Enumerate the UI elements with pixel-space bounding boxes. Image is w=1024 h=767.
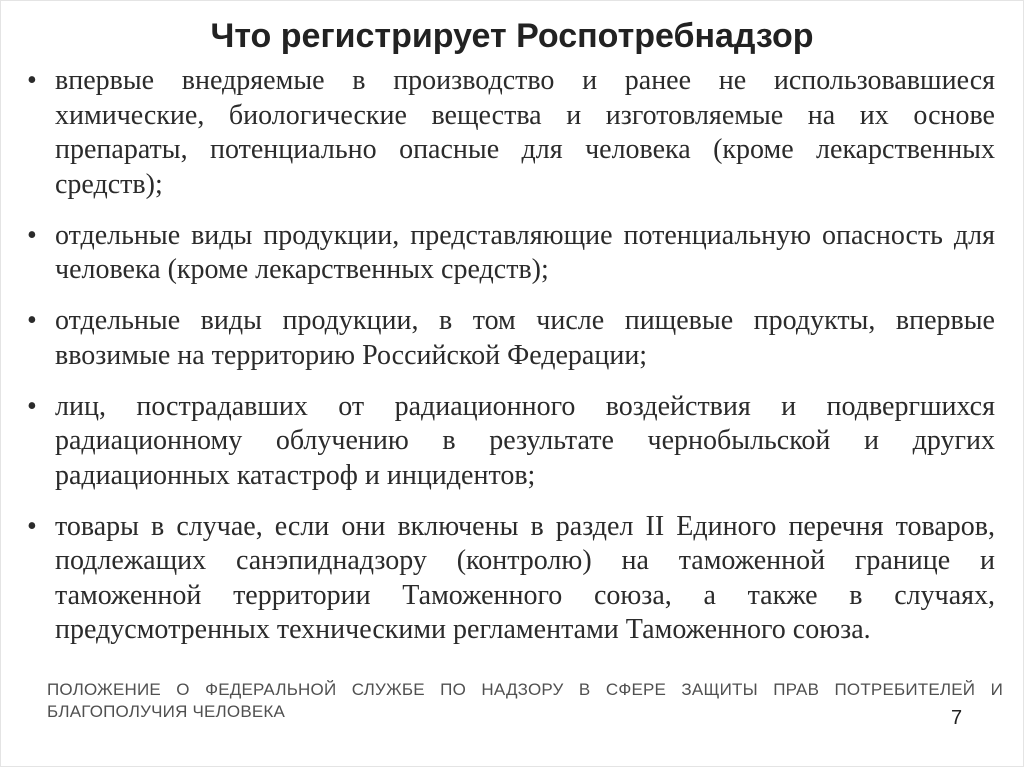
bullet-text: товары в случае, если они включены в раздел II Единого перечня товаров, подлежащих санэпиднадзору (контролю) на таможенной границе и таможенной территории Таможенного союза, а также в случаях, предусмотренных техническими регламентами Таможенного союза.: [55, 510, 995, 645]
bullet-item-1: [27, 64, 995, 202]
bullet-marker: •: [27, 219, 37, 251]
bullet-marker: •: [27, 305, 37, 336]
bullet-text: отдельные виды продукции, представляющие потенциальную опасность для человека (кроме лекарственных средств);: [55, 219, 995, 285]
bullet-text: отдельные виды продукции, в том числе пищевые продукты, впервые ввозимые на территорию Российской Федерации;: [55, 305, 995, 371]
bullet-item-2: [27, 219, 995, 288]
page-number: 7: [951, 707, 963, 729]
bullet-marker: •: [27, 510, 37, 542]
slide-title: Что регистрирует Роспотребнадзор: [210, 17, 814, 55]
bullet-text: впервые внедряемые в производство и ранее не использовавшиеся химические, биологические вещества и изготовляемые на их основе препараты, потенциально опасные для человека (кроме лекарственных средств);: [55, 65, 995, 200]
bullet-item-4: [27, 390, 995, 494]
bullet-list: [27, 64, 995, 648]
footer-source: ПОЛОЖЕНИЕ О ФЕДЕРАЛЬНОЙ СЛУЖБЕ ПО НАДЗОРУ В СФЕРЕ ЗАЩИТЫ ПРАВ ПОТРЕБИТЕЛЕЙ И БЛАГОПОЛУЧИЯ ЧЕЛОВЕКА: [47, 680, 1003, 721]
bullet-marker: •: [27, 65, 37, 96]
bullet-text: лиц, пострадавших от радиационного воздействия и подвергшихся радиационному облучению в результате чернобыльской и других радиационных катастроф и инцидентов;: [55, 390, 995, 491]
bullet-item-5: [27, 510, 995, 648]
bullet-marker: •: [27, 390, 37, 422]
bullet-item-3: [27, 304, 995, 373]
